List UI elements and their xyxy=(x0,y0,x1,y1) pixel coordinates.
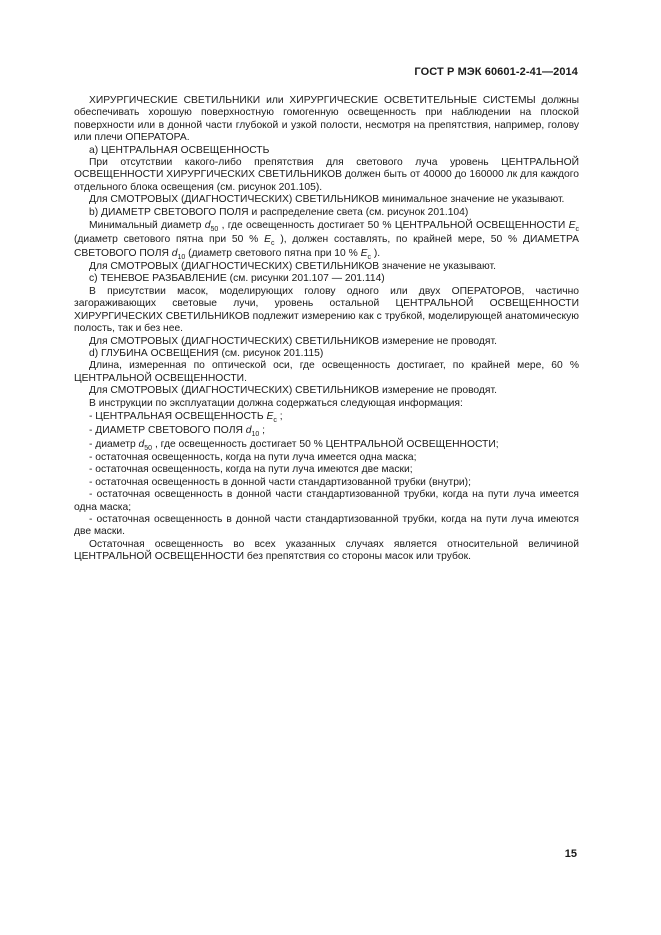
subscript-10: 10 xyxy=(177,254,186,262)
subscript-50: 50 xyxy=(144,444,153,452)
text-run: ; xyxy=(259,424,266,436)
document-code-header: ГОСТ Р МЭК 60601-2-41—2014 xyxy=(414,66,578,78)
section-c-paragraph-1: В присутствии масок, моделирующих голову одного или двух ОПЕРАТОРОВ, частично загораживающих световые лучи, уровень остальной ЦЕНТРАЛЬНОЙ ОСВЕЩЕННОСТИ ХИРУРГИЧЕСКИХ СВЕТИЛЬНИКОВ подлежит измерению как с трубкой, моделирующей анатомическую полость, так и без нее. xyxy=(74,285,579,335)
text-run: - ЦЕНТРАЛЬНАЯ ОСВЕЩЕННОСТЬ xyxy=(89,410,267,422)
subscript-c: c xyxy=(367,254,372,262)
symbol-d: d xyxy=(204,220,211,232)
page-body xyxy=(74,95,579,564)
symbol-e: E xyxy=(266,410,274,422)
text-run: ), должен составлять, по крайней мере, 50 % ДИАМЕТРА СВЕТОВОГО ПОЛЯ xyxy=(74,234,580,260)
symbol-d: d xyxy=(138,438,145,450)
page-number: 15 xyxy=(564,848,577,860)
text-run: (диаметр светового пятна при 50 % xyxy=(74,234,265,246)
symbol-d: d xyxy=(245,424,252,436)
instructions-intro: В инструкции по эксплуатации должна содержаться следующая информация: xyxy=(89,397,463,409)
subscript-c: c xyxy=(271,240,275,248)
text-run: ). xyxy=(371,248,381,260)
subscript-c: c xyxy=(273,416,277,424)
subscript-10: 10 xyxy=(251,430,260,438)
section-d-heading: d) ГЛУБИНА ОСВЕЩЕНИЯ (см. рисунок 201.115) xyxy=(89,347,324,359)
text-run: Минимальный диаметр xyxy=(89,220,205,232)
section-b-paragraph-1 xyxy=(74,219,579,261)
text-run: , где освещенность достигает 50 % ЦЕНТРАЛЬНОЙ ОСВЕЩЕННОСТИ xyxy=(218,220,569,232)
section-d-paragraph-1: Длина, измеренная по оптической оси, где освещенность достигает, по крайней мере, 60 % ЦЕНТРАЛЬНОЙ ОСВЕЩЕННОСТИ. xyxy=(74,360,579,384)
section-d-paragraph-2: Для СМОТРОВЫХ (ДИАГНОСТИЧЕСКИХ) СВЕТИЛЬНИКОВ измерение не проводят. xyxy=(89,385,497,397)
subscript-50: 50 xyxy=(210,226,219,234)
list-item: - остаточная освещенность в донной части стандартизованной трубки, когда на пути луча имеются две маски. xyxy=(74,513,579,538)
list-item xyxy=(74,438,579,452)
list-item: - остаточная освещенность в донной части стандартизованной трубки, когда на пути луча имеется одна маска; xyxy=(74,489,579,513)
section-b-paragraph-2: Для СМОТРОВЫХ (ДИАГНОСТИЧЕСКИХ) СВЕТИЛЬНИКОВ значение не указывают. xyxy=(89,261,496,273)
symbol-e: E xyxy=(568,220,576,232)
list-item: - остаточная освещенность, когда на пути луча имеются две маски; xyxy=(89,464,413,476)
text-run: - ДИАМЕТР СВЕТОВОГО ПОЛЯ xyxy=(89,424,246,436)
section-a-paragraph-2: Для СМОТРОВЫХ (ДИАГНОСТИЧЕСКИХ) СВЕТИЛЬНИКОВ минимальное значение не указывают. xyxy=(89,194,565,206)
symbol-e: E xyxy=(264,234,272,246)
symbol-e: E xyxy=(360,248,368,260)
list-item xyxy=(74,410,579,424)
text-run: ; xyxy=(276,410,283,422)
section-b-heading: b) ДИАМЕТР СВЕТОВОГО ПОЛЯ и распределение света (см. рисунок 201.104) xyxy=(89,206,469,218)
text-run: - диаметр xyxy=(89,438,139,450)
section-a-heading: а) ЦЕНТРАЛЬНАЯ ОСВЕЩЕННОСТЬ xyxy=(89,144,270,156)
section-c-heading: с) ТЕНЕВОЕ РАЗБАВЛЕНИЕ (см. рисунки 201.107 — 201.114) xyxy=(89,273,385,285)
section-c-paragraph-2: Для СМОТРОВЫХ (ДИАГНОСТИЧЕСКИХ) СВЕТИЛЬНИКОВ измерение не проводят. xyxy=(89,335,497,347)
list-item: - остаточная освещенность, когда на пути луча имеется одна маска; xyxy=(89,451,417,463)
subscript-c: c xyxy=(575,226,579,234)
final-paragraph: Остаточная освещенность во всех указанных случаях является относительной величиной ЦЕНТРАЛЬНОЙ ОСВЕЩЕННОСТИ без препятствия со стороны масок или трубок. xyxy=(74,538,579,563)
intro-paragraph: ХИРУРГИЧЕСКИЕ СВЕТИЛЬНИКИ или ХИРУРГИЧЕСКИЕ ОСВЕТИТЕЛЬНЫЕ СИСТЕМЫ должны обеспечивать хорошую поверхностную гомогенную освещенность при наблюдении на плоской поверхности или в донной части глубокой и узкой полости, несмотря на препятствия, например, голову или плечи ОПЕРАТОРА. xyxy=(74,95,579,144)
symbol-d: d xyxy=(171,248,178,260)
text-run: (диаметр светового пятна при 10 % xyxy=(185,248,361,260)
text-run: , где освещенность достигает 50 % ЦЕНТРАЛЬНОЙ ОСВЕЩЕННОСТИ; xyxy=(152,438,499,450)
list-item: - остаточная освещенность в донной части стандартизованной трубки (внутри); xyxy=(89,476,471,488)
section-a-paragraph-1: При отсутствии какого-либо препятствия для светового луча уровень ЦЕНТРАЛЬНОЙ ОСВЕЩЕННОСТИ ХИРУРГИЧЕСКИХ СВЕТИЛЬНИКОВ должен быть от 40000 до 160000 лк для каждого отдельного блока освещения (см. рисунок 201.105). xyxy=(74,157,579,193)
list-item xyxy=(74,424,579,438)
